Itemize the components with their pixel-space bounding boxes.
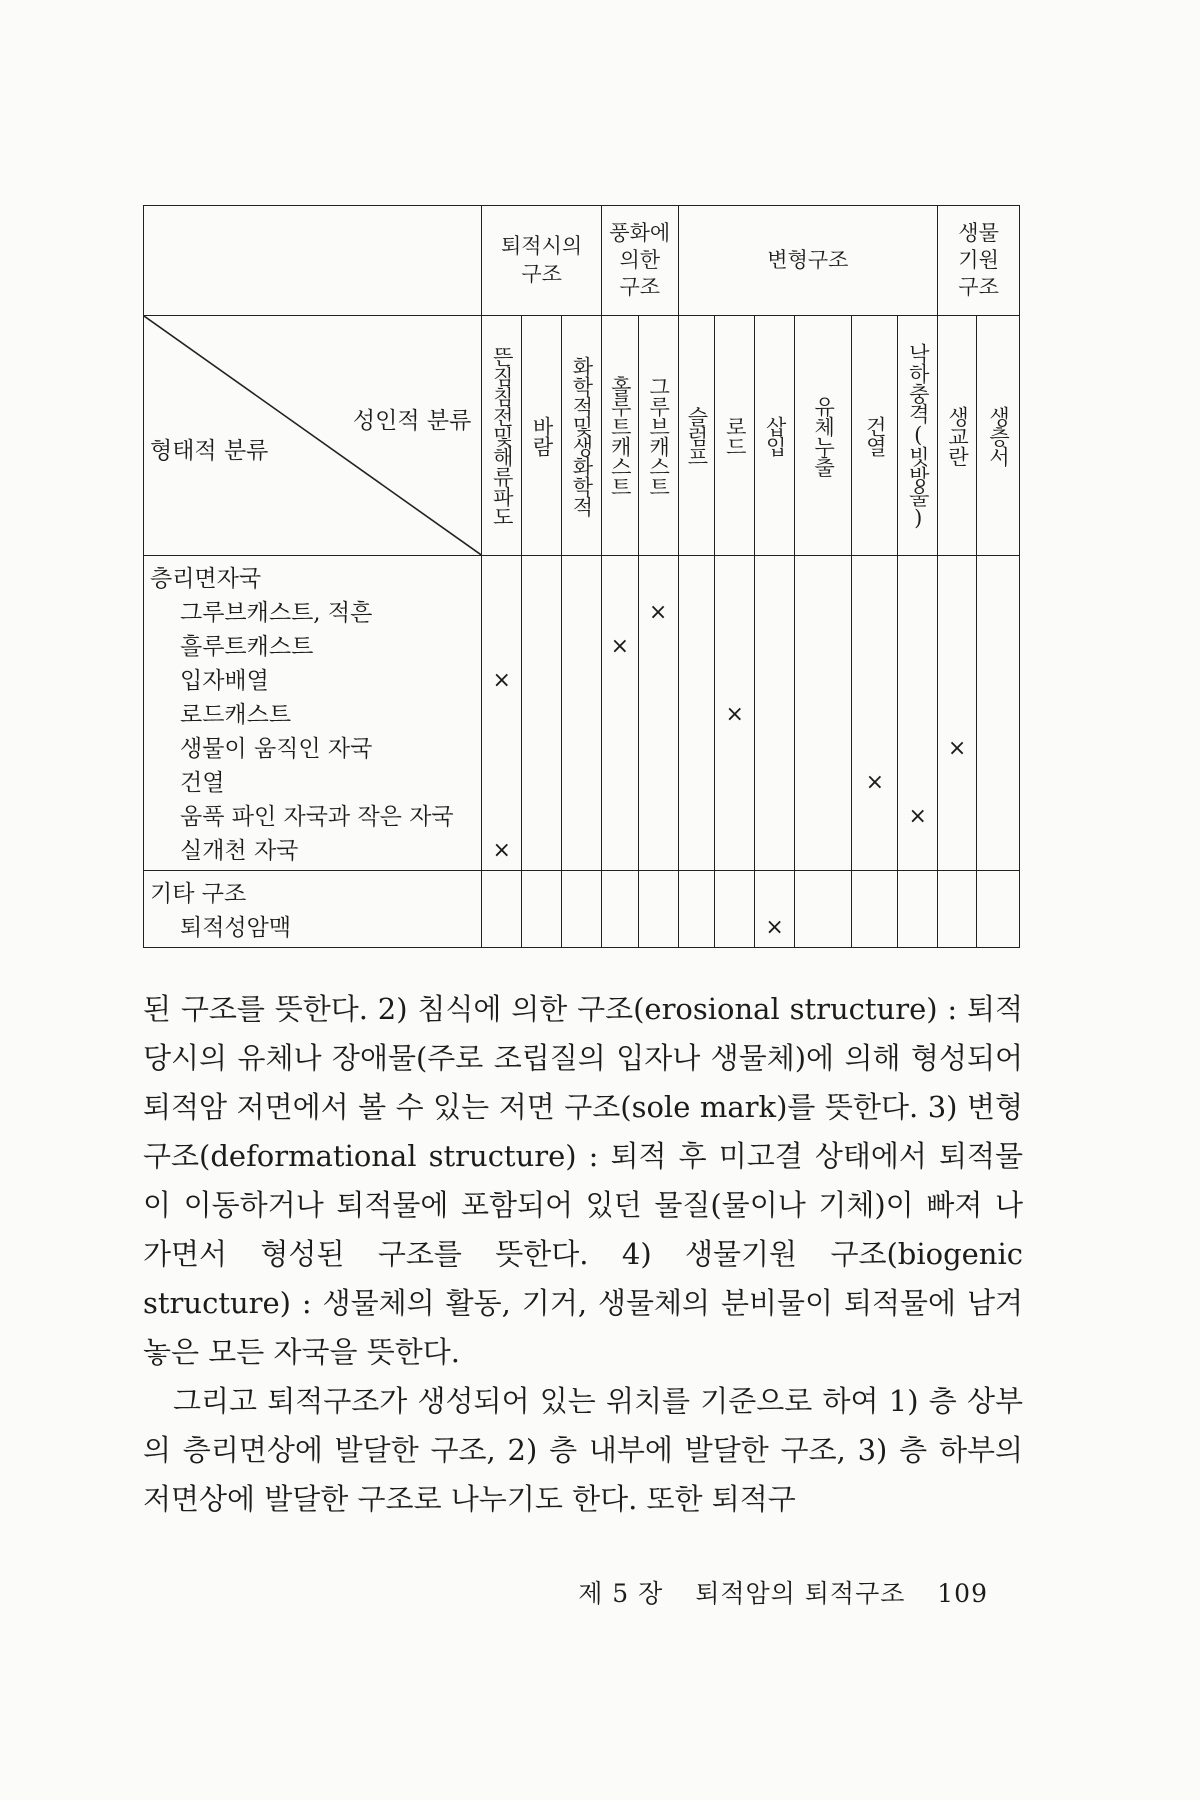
empty-mark (795, 877, 851, 911)
empty-mark (639, 732, 678, 766)
empty-mark (679, 877, 715, 911)
empty-mark (755, 664, 794, 698)
empty-mark (795, 562, 851, 596)
empty-mark (602, 911, 638, 945)
mark-column-cell (938, 871, 977, 948)
empty-mark (977, 877, 1019, 911)
empty-mark (679, 834, 715, 868)
empty-mark (755, 562, 794, 596)
empty-mark (977, 664, 1019, 698)
mark-column-cell (898, 556, 938, 871)
mark-column-cell (755, 556, 795, 871)
mark-column-cell (482, 556, 522, 871)
mark-column-cell (852, 556, 898, 871)
empty-mark (679, 562, 715, 596)
column-header-label: 생교란 (945, 405, 970, 466)
empty-mark (522, 800, 561, 834)
empty-mark (898, 834, 937, 868)
column-header (852, 316, 898, 556)
chapter-number: 제 5 장 (578, 1579, 664, 1608)
empty-mark (977, 596, 1019, 630)
mark-column-cell (601, 871, 638, 948)
empty-mark (602, 732, 638, 766)
empty-mark (639, 698, 678, 732)
empty-mark (755, 596, 794, 630)
empty-mark (938, 664, 976, 698)
mark-column-cell (852, 871, 898, 948)
empty-mark (977, 800, 1019, 834)
empty-mark (852, 834, 897, 868)
empty-mark (679, 800, 715, 834)
empty-mark (977, 630, 1019, 664)
column-header (755, 316, 795, 556)
column-header (482, 316, 522, 556)
group-header-label: 변형구조 (767, 247, 849, 272)
mark-column-cell (562, 871, 602, 948)
empty-mark (898, 562, 937, 596)
cross-mark: × (865, 770, 884, 795)
empty-mark (795, 834, 851, 868)
empty-mark (795, 630, 851, 664)
column-header-label: 뜬짐침전및해류파도 (490, 345, 515, 526)
empty-mark (679, 596, 715, 630)
empty-mark (562, 877, 601, 911)
empty-mark (639, 562, 678, 596)
empty-mark (562, 834, 601, 868)
row-label: 기타 구조 (150, 881, 247, 907)
empty-mark (482, 732, 521, 766)
empty-mark (482, 596, 521, 630)
empty-mark (938, 630, 976, 664)
corner-top-blank (144, 206, 482, 316)
empty-mark (715, 630, 754, 664)
table-section (144, 871, 1020, 948)
empty-mark (639, 800, 678, 834)
empty-mark (679, 698, 715, 732)
empty-mark (898, 911, 937, 945)
column-header (638, 316, 678, 556)
row-labels-cell (144, 556, 482, 871)
empty-mark (852, 698, 897, 732)
mark-column-cell (977, 556, 1020, 871)
empty-mark (977, 732, 1019, 766)
empty-mark (562, 698, 601, 732)
empty-mark (602, 766, 638, 800)
genetic-classification-label: 성인적 분류 (352, 408, 472, 434)
mark-column-cell (977, 871, 1020, 948)
empty-mark (679, 630, 715, 664)
mark-column-cell (522, 871, 562, 948)
mark-column-cell (795, 556, 852, 871)
column-header (678, 316, 715, 556)
column-header-label: 슬럼프 (684, 405, 709, 466)
empty-mark (522, 664, 561, 698)
empty-mark (938, 911, 976, 945)
mark-column-cell (938, 556, 977, 871)
mark-column-cell (755, 871, 795, 948)
page-footer (578, 1574, 988, 1610)
empty-mark (755, 732, 794, 766)
empty-mark (679, 664, 715, 698)
empty-mark (938, 800, 976, 834)
empty-mark (795, 596, 851, 630)
cross-mark: × (765, 915, 784, 940)
mark-column-cell (601, 556, 638, 871)
empty-mark (482, 766, 521, 800)
empty-mark (522, 698, 561, 732)
mark-column-cell (678, 871, 715, 948)
empty-mark (938, 877, 976, 911)
body-text (143, 985, 1023, 1524)
empty-mark (602, 800, 638, 834)
row-label: 움푹 파인 자국과 작은 자국 (180, 804, 454, 830)
empty-mark (715, 562, 754, 596)
group-header-row (144, 206, 1020, 316)
row-label: 생물이 움직인 자국 (180, 736, 373, 762)
mark-column-cell (562, 556, 602, 871)
empty-mark (977, 698, 1019, 732)
empty-mark (602, 562, 638, 596)
mark-column-cell (715, 556, 755, 871)
empty-mark (602, 877, 638, 911)
empty-mark (679, 911, 715, 945)
empty-mark (482, 562, 521, 596)
group-header (678, 206, 938, 316)
empty-mark (522, 911, 561, 945)
empty-mark (522, 596, 561, 630)
empty-mark (755, 877, 794, 911)
empty-mark (852, 911, 897, 945)
cross-mark: × (648, 600, 668, 625)
cross-mark: × (947, 736, 967, 761)
empty-mark (898, 698, 937, 732)
group-header-label: 퇴적시의 구조 (501, 234, 583, 286)
empty-mark (977, 834, 1019, 868)
chapter-title: 퇴적암의 퇴적구조 (695, 1579, 906, 1608)
mark-column-cell (795, 871, 852, 948)
column-header-label: 그루브캐스트 (646, 375, 671, 496)
empty-mark (795, 698, 851, 732)
sedimentary-structure-table (143, 205, 1020, 948)
empty-mark (977, 562, 1019, 596)
empty-mark (639, 766, 678, 800)
empty-mark (898, 732, 937, 766)
column-header-label: 바람 (530, 415, 555, 456)
empty-mark (795, 800, 851, 834)
empty-mark (602, 834, 638, 868)
empty-mark (562, 596, 601, 630)
empty-mark (522, 562, 561, 596)
empty-mark (715, 800, 754, 834)
empty-mark (715, 911, 754, 945)
empty-mark (852, 877, 897, 911)
empty-mark (755, 766, 794, 800)
cross-mark: × (908, 804, 927, 829)
empty-mark (639, 911, 678, 945)
row-label: 실개천 자국 (180, 838, 299, 864)
empty-mark (715, 877, 754, 911)
empty-mark (602, 664, 638, 698)
empty-mark (795, 766, 851, 800)
empty-mark (852, 562, 897, 596)
empty-mark (938, 766, 976, 800)
corner-diagonal-cell (144, 316, 482, 556)
group-header-label: 풍화에 의한 구조 (609, 220, 671, 300)
column-header-label: 유체누출 (811, 395, 836, 476)
empty-mark (755, 698, 794, 732)
empty-mark (898, 877, 937, 911)
column-header-label: 삽입 (763, 415, 788, 456)
empty-mark (938, 698, 976, 732)
empty-mark (639, 664, 678, 698)
mark-column-cell (715, 871, 755, 948)
empty-mark (938, 596, 976, 630)
column-header (601, 316, 638, 556)
column-header-label: 홀루트캐스트 (608, 375, 633, 496)
column-header (562, 316, 602, 556)
empty-mark (795, 664, 851, 698)
cross-mark: × (610, 634, 630, 659)
empty-mark (562, 766, 601, 800)
row-label: 그루브캐스트, 적흔 (180, 600, 373, 626)
row-labels-cell (144, 871, 482, 948)
empty-mark (562, 562, 601, 596)
mark-column-cell (898, 871, 938, 948)
empty-mark (852, 596, 897, 630)
page-number: 109 (937, 1579, 988, 1608)
empty-mark (938, 834, 976, 868)
group-header (601, 206, 678, 316)
empty-mark (482, 877, 521, 911)
group-header (482, 206, 602, 316)
empty-mark (562, 732, 601, 766)
column-header-label: 화학적및생화학적 (569, 355, 594, 516)
empty-mark (715, 766, 754, 800)
empty-mark (755, 800, 794, 834)
empty-mark (852, 630, 897, 664)
column-header (715, 316, 755, 556)
mark-column-cell (522, 556, 562, 871)
column-header (898, 316, 938, 556)
empty-mark (715, 834, 754, 868)
empty-mark (715, 596, 754, 630)
empty-mark (679, 732, 715, 766)
column-header-label: 낙하충격(빗방울) (906, 342, 931, 529)
row-label: 건열 (180, 770, 225, 796)
empty-mark (795, 732, 851, 766)
cross-mark: × (492, 668, 511, 693)
empty-mark (795, 911, 851, 945)
empty-mark (522, 732, 561, 766)
column-header (938, 316, 977, 556)
empty-mark (898, 766, 937, 800)
empty-mark (482, 630, 521, 664)
body-paragraph: 그리고 퇴적구조가 생성되어 있는 위치를 기준으로 하여 1) 층 상부의 층리면상에 발달한 구조, 2) 층 내부에 발달한 구조, 3) 층 하부의 저면상에 발달한 구조로 나누기도 한다. 또한 퇴적구 (143, 1384, 1023, 1516)
empty-mark (562, 800, 601, 834)
empty-mark (522, 877, 561, 911)
empty-mark (562, 630, 601, 664)
empty-mark (898, 664, 937, 698)
column-header-row (144, 316, 1020, 556)
cross-mark: × (725, 702, 744, 727)
empty-mark (715, 732, 754, 766)
empty-mark (977, 911, 1019, 945)
mark-column-cell (638, 556, 678, 871)
cross-mark: × (492, 838, 511, 863)
mark-column-cell (638, 871, 678, 948)
group-header-label: 생물 기원 구조 (958, 220, 999, 300)
row-label: 퇴적성암맥 (180, 915, 292, 941)
empty-mark (602, 596, 638, 630)
empty-mark (755, 834, 794, 868)
row-label: 로드캐스트 (180, 702, 292, 728)
column-header (522, 316, 562, 556)
empty-mark (639, 834, 678, 868)
empty-mark (852, 664, 897, 698)
column-header (977, 316, 1020, 556)
row-label: 입자배열 (180, 668, 269, 694)
empty-mark (852, 800, 897, 834)
empty-mark (522, 834, 561, 868)
empty-mark (639, 630, 678, 664)
empty-mark (639, 877, 678, 911)
row-label: 흘루트캐스트 (180, 634, 314, 660)
empty-mark (755, 630, 794, 664)
mark-column-cell (482, 871, 522, 948)
empty-mark (898, 596, 937, 630)
mark-column-cell (678, 556, 715, 871)
table-section (144, 556, 1020, 871)
row-label: 층리면자국 (150, 566, 262, 592)
body-paragraph: 된 구조를 뜻한다. 2) 침식에 의한 구조(erosional structure) : 퇴적 당시의 유체나 장애물(주로 조립질의 입자나 생물체)에 의해 형성되어 퇴적암 저면에서 볼 수 있는 저면 구조(sole mark)를 뜻한다. 3) 변형 구조(deformational structure) : 퇴적 후 미고결 상태에서 퇴적물이 이동하거나 퇴적물에 포함되어 있던 물질(물이나 기체)이 빠져 나가면서 형성된 구조를 뜻한다. 4) 생물기원 구조(biogenic structure) : 생물체의 활동, 기거, 생물체의 분비물이 퇴적물에 남겨 놓은 모든 자국을 뜻한다. (143, 992, 1023, 1369)
column-header-label: 생층서 (986, 405, 1011, 466)
empty-mark (852, 732, 897, 766)
empty-mark (522, 766, 561, 800)
empty-mark (715, 664, 754, 698)
column-header (795, 316, 852, 556)
column-header-label: 로드 (723, 415, 748, 456)
empty-mark (482, 800, 521, 834)
empty-mark (679, 766, 715, 800)
empty-mark (482, 698, 521, 732)
empty-mark (938, 562, 976, 596)
morphological-classification-label: 형태적 분류 (150, 438, 269, 464)
empty-mark (482, 911, 521, 945)
empty-mark (562, 911, 601, 945)
group-header (938, 206, 1020, 316)
column-header-label: 건열 (863, 415, 888, 456)
empty-mark (562, 664, 601, 698)
empty-mark (602, 698, 638, 732)
empty-mark (898, 630, 937, 664)
empty-mark (977, 766, 1019, 800)
empty-mark (522, 630, 561, 664)
